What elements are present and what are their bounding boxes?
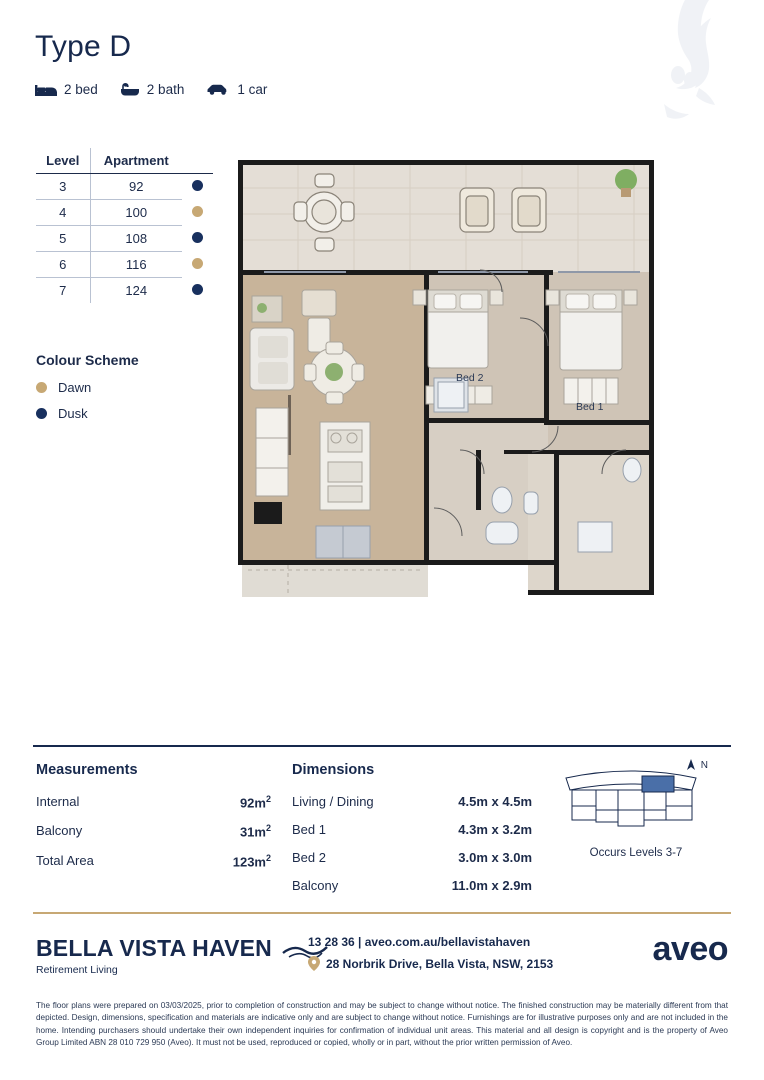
- dimension-row: [292, 878, 532, 893]
- table-row: [36, 226, 213, 252]
- measurement-value: $92m^2$: [239, 794, 271, 811]
- table-row: [36, 200, 213, 226]
- cell-scheme: [182, 174, 213, 200]
- dimension-label: Bed 1: [292, 822, 326, 837]
- cell-level: 5: [36, 226, 90, 252]
- brand-name: BELLA VISTA HAVEN: [36, 935, 272, 961]
- scheme-dot-icon: [192, 284, 203, 295]
- colour-scheme-label: Dusk: [58, 406, 88, 421]
- dimensions-title: Dimensions: [292, 762, 375, 778]
- colour-scheme-title: Colour Scheme: [36, 352, 139, 368]
- spec-car-label: 1 car: [237, 82, 268, 97]
- cell-scheme: [182, 278, 213, 304]
- location-pin-icon: [308, 956, 320, 971]
- colour-scheme-label: Dawn: [58, 380, 92, 395]
- col-header-level: Level: [36, 148, 90, 174]
- spec-bath: [120, 82, 185, 97]
- cell-apartment: 124: [125, 283, 148, 298]
- page-title: Type D: [35, 30, 132, 63]
- table-header-row: [36, 148, 213, 174]
- aveo-logo: aveo: [652, 930, 728, 968]
- measurements-section: [36, 762, 271, 882]
- contact-address: 28 Norbrik Drive, Bella Vista, NSW, 2153: [326, 956, 554, 971]
- floor-plan-drawing: [228, 150, 678, 620]
- contact-block: [308, 935, 553, 971]
- dusk-swatch-icon: [36, 408, 47, 419]
- cell-level: 7: [36, 278, 90, 304]
- dimension-value: 4.5m x 4.5m: [458, 794, 532, 809]
- scheme-dot-icon: [192, 180, 203, 191]
- measurement-value: $123m^2$: [232, 852, 271, 869]
- cell-level: 4: [36, 200, 90, 226]
- disclaimer-text: The floor plans were prepared on 03/03/2025, prior to completion of construction and may be subject to change without notice. The finished construction may be materially different from that depicted. Design, dimensions, specification and materials are indicative only and are subject to change without notice. Furnishings are for illustrative purposes only and are not included in the home. Intending purchasers should undertake their own independent inquiries for confirmation of individual unit areas. This material and all design is copyright and is the property of Aveo Group Limited ABN 28 010 729 950 (Aveo). It must not be used, reproduced or copied, wholly or in part, without the prior written permission of Aveo.: [36, 1001, 728, 1047]
- colour-scheme-list: [36, 380, 91, 432]
- dimension-row: [292, 822, 532, 837]
- measurement-label: Total Area: [36, 852, 94, 868]
- table-row: [36, 252, 213, 278]
- cell-apartment: 100: [90, 200, 182, 226]
- cell-apartment: 92: [90, 174, 182, 200]
- table-row: [36, 278, 213, 304]
- dimensions-section: [292, 762, 532, 906]
- spec-bed-label: 2 bed: [64, 82, 98, 97]
- spec-bath-label: 2 bath: [146, 82, 185, 97]
- cell-scheme: [182, 226, 213, 252]
- measurement-row: [36, 794, 271, 810]
- measurement-label: Balcony: [36, 823, 83, 839]
- measurement-row: [36, 823, 271, 839]
- key-plan-diagram: [556, 759, 708, 834]
- bath-icon: [120, 83, 140, 97]
- dimension-label: Living / Dining: [292, 794, 374, 809]
- cell-level: 3: [36, 174, 90, 200]
- cell-apartment: 108: [90, 226, 182, 252]
- measurement-label: Internal: [36, 794, 80, 809]
- dimension-value: 4.3m x 3.2m: [458, 822, 532, 837]
- key-plan: [556, 759, 716, 859]
- measurement-value: $31m^2$: [239, 823, 271, 840]
- unit-specs: [35, 82, 267, 97]
- level-apartment-table: [36, 148, 213, 303]
- measurements-title: Measurements: [36, 762, 138, 778]
- cell-scheme: [182, 200, 213, 226]
- scheme-dot-icon: [192, 258, 203, 269]
- cell-apartment: 116: [90, 252, 182, 278]
- measurement-row: [36, 853, 271, 869]
- bed-icon: [35, 83, 57, 97]
- dimension-label: Bed 2: [292, 850, 326, 865]
- list-item: [36, 380, 91, 395]
- floor-plan: [228, 150, 678, 620]
- dimension-value: 3.0m x 3.0m: [458, 850, 532, 865]
- spec-car: [206, 82, 267, 97]
- brand-subtitle: Retirement Living: [36, 964, 118, 976]
- room-label-bed2: Bed 2: [456, 372, 484, 384]
- spec-bed: [35, 82, 98, 97]
- occurs-levels-label: Occurs Levels 3-7: [589, 847, 683, 859]
- north-label: N: [700, 759, 708, 771]
- bird-watermark-icon: [594, 0, 744, 142]
- north-arrow-icon: [684, 758, 698, 772]
- room-label-bed1: Bed 1: [576, 401, 604, 413]
- list-item: [36, 406, 91, 421]
- dimension-row: [292, 794, 532, 809]
- col-header-scheme: [182, 148, 213, 174]
- dimension-value: 11.0m x 2.9m: [451, 878, 532, 893]
- cell-scheme: [182, 252, 213, 278]
- divider-mid: [33, 912, 731, 914]
- divider-top: [33, 745, 731, 747]
- contact-phone-web[interactable]: 13 28 36 | aveo.com.au/bellavistahaven: [308, 935, 531, 949]
- table-row: [36, 174, 213, 200]
- cell-level: 6: [36, 252, 90, 278]
- col-header-apartment: Apartment: [90, 148, 182, 174]
- brand-block: [36, 935, 328, 976]
- dimension-label: Balcony: [292, 878, 339, 893]
- scheme-dot-icon: [192, 206, 203, 217]
- north-indicator: [684, 758, 708, 772]
- scheme-dot-icon: [192, 232, 203, 243]
- contact-address-row: [308, 956, 553, 971]
- dawn-swatch-icon: [36, 382, 47, 393]
- car-icon: [206, 83, 230, 96]
- dimension-row: [292, 850, 532, 865]
